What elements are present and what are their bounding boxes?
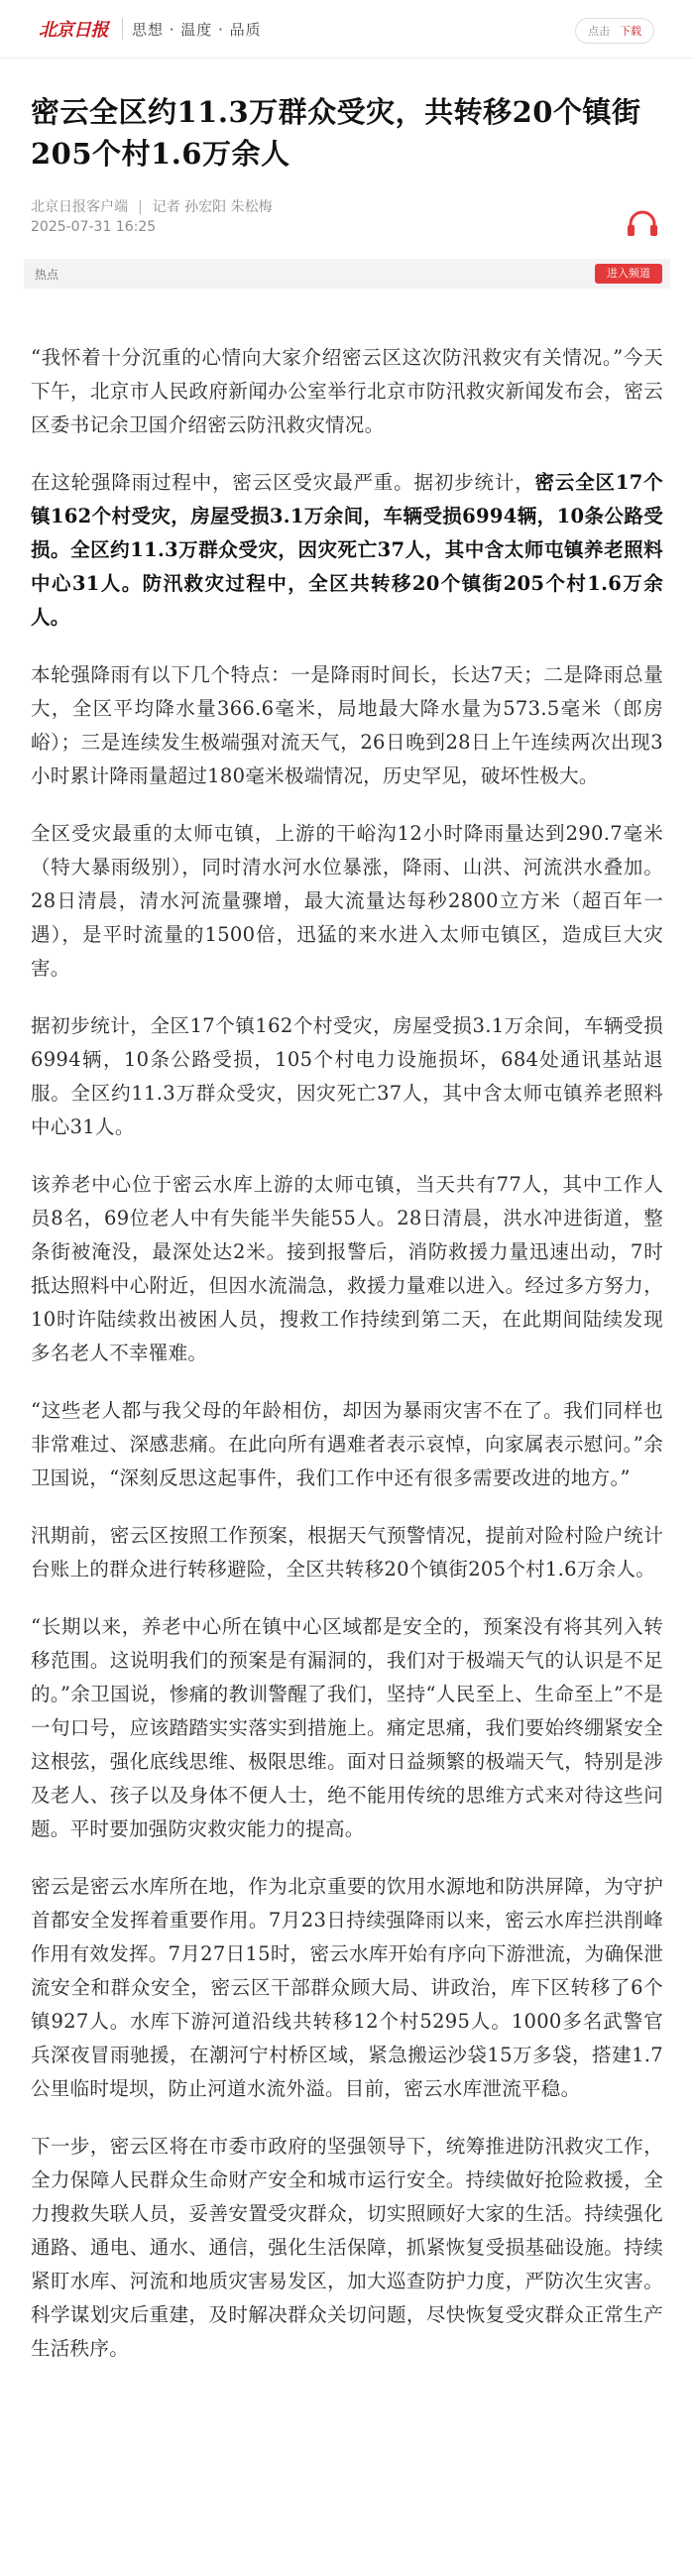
- paragraph-text: 该养老中心位于密云水库上游的太师屯镇，当天共有77人，其中工作人员8名，69位老人中有失能半失能55人。28日清晨，洪水冲进街道，整条街被淹没，最深处达2米。接到报警后，消防救援力量迅速出动，7时抵达照料中心附近，但因水流湍急，救援力量难以进入。经过多方努力，10时许陆续救出被困人员，搜救工作持续到第二天，在此期间陆续发现多名老人不幸罹难。: [31, 1173, 663, 1364]
- article-paragraph: [31, 1394, 663, 1495]
- article-paragraph: [31, 817, 663, 986]
- paragraph-text: 下一步，密云区将在市委市政府的坚强领导下，统筹推进防汛救灾工作，全力保障人民群众生命财产安全和城市运行安全。持续做好抢险救援，全力搜救失联人员，妥善安置受灾群众，切实照顾好大家的生活。持续强化通路、通电、通水、通信，强化生活保障，抓紧恢复受损基础设施。持续紧盯水库、河流和地质灾害易发区，加大巡查防护力度，严防次生灾害。科学谋划灾后重建，及时解决群众关切问题，尽快恢复受灾群众正常生产生活秩序。: [31, 2135, 663, 2360]
- logo-divider: [122, 18, 123, 40]
- enter-channel-button[interactable]: 进入频道: [595, 264, 662, 284]
- headphones-icon[interactable]: [625, 208, 660, 238]
- article-title: 密云全区约11.3万群众受灾，共转移20个镇街205个村1.6万余人: [31, 95, 641, 171]
- open-app-label: 点击: [588, 25, 610, 38]
- paragraph-text: 汛期前，密云区按照工作预案，根据天气预警情况，提前对险村险户统计台账上的群众进行转移避险，全区共转移20个镇街205个村1.6万余人。: [31, 1524, 663, 1581]
- paragraph-text: “我怀着十分沉重的心情向大家介绍密云区这次防汛救灾有关情况。”今天下午，北京市人民政府新闻办公室举行北京市防汛救灾新闻发布会，密云区委书记余卫国介绍密云防汛救灾情况。: [31, 346, 663, 436]
- paragraph-text: 全区受灾最重的太师屯镇，上游的干峪沟12小时降雨量达到290.7毫米（特大暴雨级别），同时清水河水位暴涨，降雨、山洪、河流洪水叠加。28日清晨，清水河流量骤增，最大流量达每秒2800立方米（超百年一遇），是平时流量的1500倍，迅猛的来水进入太师屯镇区，造成巨大灾害。: [31, 822, 663, 980]
- article-paragraph: [31, 1009, 663, 1144]
- logo-text: 北京日报: [39, 20, 108, 41]
- article-paragraph: [31, 341, 663, 442]
- paragraph-text: 本轮强降雨有以下几个特点：一是降雨时间长，长达7天；二是降雨总量大，全区平均降水量366.6毫米，局地最大降水量为573.5毫米（郎房峪）；三是连续发生极端强对流天气，26日晚到28日上午连续两次出现3小时累计降雨量超过180毫米极端情况，历史罕见，破坏性极大。: [31, 663, 663, 787]
- paragraph-text: 密云是密云水库所在地，作为北京重要的饮用水源地和防洪屏障，为守护首都安全发挥着重要作用。7月23日持续强降雨以来，密云水库拦洪削峰作用有效发挥。7月27日15时，密云水库开始有序向下游泄流，为确保泄流安全和群众安全，密云区干部群众顾大局、讲政治，库下区转移了6个镇927人。水库下游河道沿线共转移12个村5295人。1000多名武警官兵深夜冒雨驰援，在潮河宁村桥区域，紧急搬运沙袋15万多袋，搭建1.7公里临时堤坝，防止河道水流外溢。目前，密云水库泄流平稳。: [31, 1875, 663, 2100]
- bold-text: 密云全区17个镇162个村受灾，房屋受损3.1万余间，车辆受损6994辆，10条公路受损。全区约11.3万群众受灾，因灾死亡37人，其中含太师屯镇养老照料中心31人。防汛救灾过程中，全区共转移20个镇街205个村1.6万余人。: [31, 471, 663, 629]
- hot-channel-bar: [24, 259, 670, 289]
- paragraph-text: “这些老人都与我父母的年龄相仿，却因为暴雨灾害不在了。我们同样也非常难过、深感悲痛。在此向所有遇难者表示哀悼，向家属表示慰问。”余卫国说，“深刻反思这起事件，我们工作中还有很多需要改进的地方。”: [31, 1399, 663, 1489]
- app-logo[interactable]: [31, 15, 116, 43]
- article-paragraph: [31, 1168, 663, 1370]
- paragraph-text: 据初步统计，全区17个镇162个村受灾，房屋受损3.1万余间，车辆受损6994辆，10条公路受损，105个村电力设施损坏，684处通讯基站退服。全区约11.3万群众受灾，因灾死亡37人，其中含太师屯镇养老照料中心31人。: [31, 1014, 663, 1138]
- article-paragraph: [31, 1870, 663, 2106]
- download-label: 下载: [620, 25, 641, 38]
- hot-label: 热点: [35, 267, 59, 282]
- article-source: 北京日报客户端: [31, 199, 128, 215]
- article-paragraph: [31, 1519, 663, 1586]
- article-paragraph: [31, 1610, 663, 1846]
- article-paragraph: [31, 658, 663, 793]
- paragraph-text: “长期以来，养老中心所在镇中心区域都是安全的，预案没有将其列入转移范围。这说明我们的预案是有漏洞的，我们对于极端天气的认识是不足的。”余卫国说，惨痛的教训警醒了我们，坚持“人民至上、生命至上”不是一句口号，应该踏踏实实落实到措施上。痛定思痛，我们要始终绷紧安全这根弦，强化底线思维、极限思维。面对日益频繁的极端天气，特别是涉及老人、孩子以及身体不便人士，绝不能用传统的思维方式来对待这些问题。平时要加强防灾救灾能力的提高。: [31, 1615, 663, 1840]
- article-reporters: 记者 孙宏阳 朱松梅: [152, 199, 273, 215]
- article-body: [31, 341, 663, 2390]
- open-app-button[interactable]: [575, 18, 654, 44]
- article-date: 2025-07-31 16:25: [31, 219, 157, 235]
- article-paragraph: [31, 2130, 663, 2366]
- top-bar: [0, 0, 694, 59]
- article-byline: [31, 196, 273, 216]
- slogan: 思想 · 温度 · 品质: [132, 20, 262, 39]
- byline-separator: |: [138, 199, 143, 215]
- article-paragraph: [31, 466, 663, 635]
- paragraph-text: 在这轮强降雨过程中，密云区受灾最严重。据初步统计，: [31, 471, 535, 494]
